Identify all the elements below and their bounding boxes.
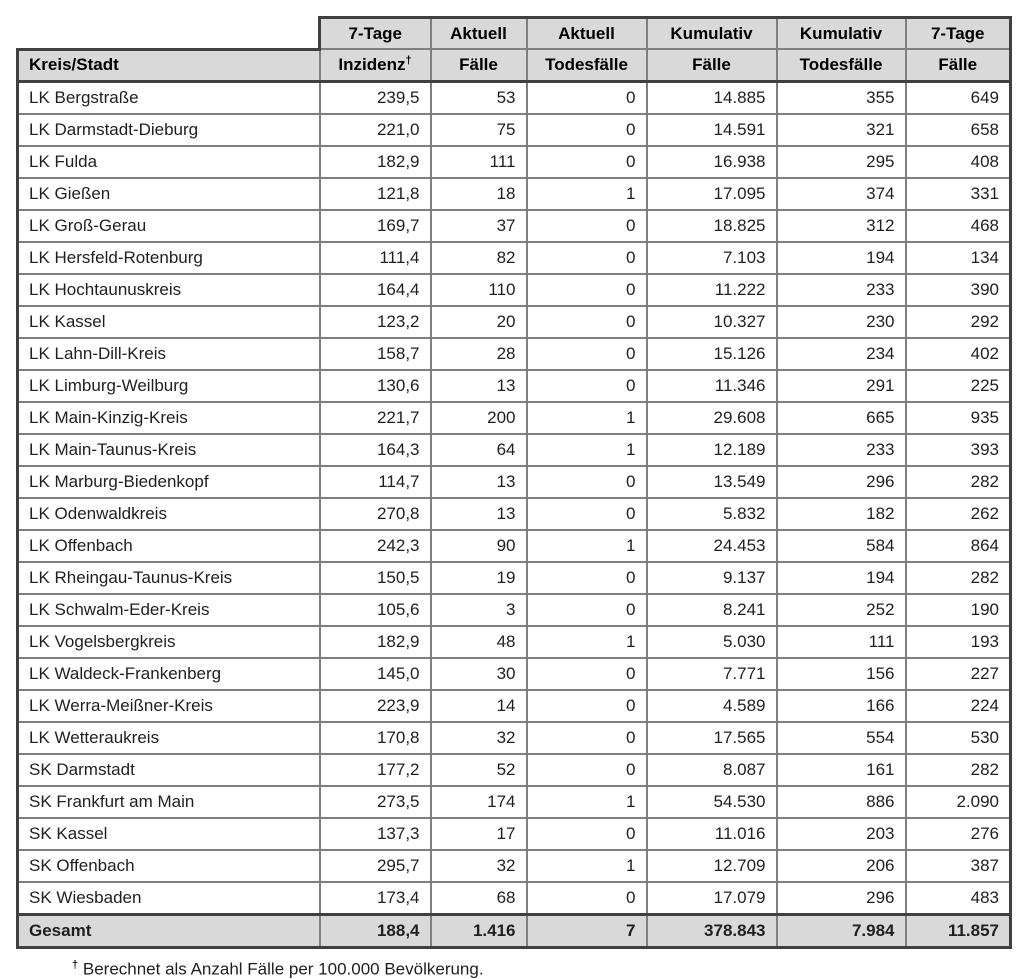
- value-cell: 14: [431, 690, 527, 722]
- region-cell: LK Limburg-Weilburg: [18, 370, 320, 402]
- region-cell: LK Odenwaldkreis: [18, 498, 320, 530]
- value-cell: 32: [431, 722, 527, 754]
- value-cell: 137,3: [320, 818, 431, 850]
- value-cell: 292: [906, 306, 1011, 338]
- value-cell: 16.938: [647, 146, 777, 178]
- value-cell: 296: [777, 466, 906, 498]
- value-cell: 64: [431, 434, 527, 466]
- value-cell: 7.103: [647, 242, 777, 274]
- value-cell: 1: [527, 786, 647, 818]
- value-cell: 11.346: [647, 370, 777, 402]
- value-cell: 164,3: [320, 434, 431, 466]
- value-cell: 8.087: [647, 754, 777, 786]
- table-row: [18, 81, 1011, 114]
- value-cell: 29.608: [647, 402, 777, 434]
- totals-inzidenz: 188,4: [320, 914, 431, 947]
- table-row: [18, 338, 1011, 370]
- value-cell: 402: [906, 338, 1011, 370]
- value-cell: 1: [527, 530, 647, 562]
- totals-row: [18, 914, 1011, 947]
- value-cell: 233: [777, 274, 906, 306]
- region-cell: LK Wetteraukreis: [18, 722, 320, 754]
- value-cell: 387: [906, 850, 1011, 882]
- value-cell: 194: [777, 242, 906, 274]
- value-cell: 665: [777, 402, 906, 434]
- col-header-aktuell-faelle: Fälle: [431, 49, 527, 81]
- value-cell: 242,3: [320, 530, 431, 562]
- value-cell: 170,8: [320, 722, 431, 754]
- value-cell: 554: [777, 722, 906, 754]
- value-cell: 295: [777, 146, 906, 178]
- value-cell: 321: [777, 114, 906, 146]
- value-cell: 0: [527, 562, 647, 594]
- value-cell: 68: [431, 882, 527, 915]
- region-cell: LK Gießen: [18, 178, 320, 210]
- footnote-text: Berechnet als Anzahl Fälle per 100.000 Bevölkerung.: [83, 959, 484, 978]
- table-row: [18, 850, 1011, 882]
- table-row: [18, 402, 1011, 434]
- table-row: [18, 754, 1011, 786]
- totals-label: Gesamt: [18, 914, 320, 947]
- value-cell: 130,6: [320, 370, 431, 402]
- value-cell: 886: [777, 786, 906, 818]
- value-cell: 13: [431, 498, 527, 530]
- value-cell: 530: [906, 722, 1011, 754]
- totals-kumulativ-faelle: 378.843: [647, 914, 777, 947]
- value-cell: 935: [906, 402, 1011, 434]
- value-cell: 15.126: [647, 338, 777, 370]
- value-cell: 13: [431, 370, 527, 402]
- value-cell: 164,4: [320, 274, 431, 306]
- table-row: [18, 306, 1011, 338]
- col-header-kumulativ-faelle: Fälle: [647, 49, 777, 81]
- value-cell: 468: [906, 210, 1011, 242]
- region-cell: SK Frankfurt am Main: [18, 786, 320, 818]
- value-cell: 0: [527, 274, 647, 306]
- table-row: [18, 722, 1011, 754]
- table-row: [18, 786, 1011, 818]
- value-cell: 177,2: [320, 754, 431, 786]
- value-cell: 0: [527, 81, 647, 114]
- value-cell: 0: [527, 754, 647, 786]
- value-cell: 0: [527, 306, 647, 338]
- value-cell: 169,7: [320, 210, 431, 242]
- region-cell: LK Vogelsbergkreis: [18, 626, 320, 658]
- value-cell: 2.090: [906, 786, 1011, 818]
- value-cell: 48: [431, 626, 527, 658]
- region-cell: LK Hersfeld-Rotenburg: [18, 242, 320, 274]
- value-cell: 1: [527, 434, 647, 466]
- value-cell: 225: [906, 370, 1011, 402]
- value-cell: 374: [777, 178, 906, 210]
- value-cell: 111,4: [320, 242, 431, 274]
- value-cell: 291: [777, 370, 906, 402]
- value-cell: 206: [777, 850, 906, 882]
- value-cell: 276: [906, 818, 1011, 850]
- table-row: [18, 530, 1011, 562]
- table-row: [18, 818, 1011, 850]
- value-cell: 355: [777, 81, 906, 114]
- value-cell: 1: [527, 178, 647, 210]
- value-cell: 17: [431, 818, 527, 850]
- value-cell: 3: [431, 594, 527, 626]
- value-cell: 0: [527, 818, 647, 850]
- header-sub-row: [18, 49, 1011, 81]
- region-cell: LK Bergstraße: [18, 81, 320, 114]
- value-cell: 0: [527, 498, 647, 530]
- value-cell: 0: [527, 722, 647, 754]
- value-cell: 10.327: [647, 306, 777, 338]
- value-cell: 0: [527, 114, 647, 146]
- value-cell: 230: [777, 306, 906, 338]
- value-cell: 121,8: [320, 178, 431, 210]
- value-cell: 221,0: [320, 114, 431, 146]
- value-cell: 239,5: [320, 81, 431, 114]
- value-cell: 8.241: [647, 594, 777, 626]
- value-cell: 156: [777, 658, 906, 690]
- value-cell: 273,5: [320, 786, 431, 818]
- value-cell: 82: [431, 242, 527, 274]
- col-header-7tage-faelle: Fälle: [906, 49, 1011, 81]
- table-row: [18, 274, 1011, 306]
- value-cell: 649: [906, 81, 1011, 114]
- table-row: [18, 466, 1011, 498]
- value-cell: 193: [906, 626, 1011, 658]
- value-cell: 1: [527, 626, 647, 658]
- value-cell: 312: [777, 210, 906, 242]
- value-cell: 0: [527, 370, 647, 402]
- region-cell: SK Wiesbaden: [18, 882, 320, 915]
- region-cell: LK Marburg-Biedenkopf: [18, 466, 320, 498]
- covid-statistics-table: [16, 16, 1012, 949]
- value-cell: 0: [527, 466, 647, 498]
- value-cell: 37: [431, 210, 527, 242]
- table-row: [18, 210, 1011, 242]
- value-cell: 5.832: [647, 498, 777, 530]
- table-row: [18, 242, 1011, 274]
- value-cell: 11.016: [647, 818, 777, 850]
- value-cell: 134: [906, 242, 1011, 274]
- col-group-kumulativ-faelle: Kumulativ: [647, 18, 777, 50]
- col-group-7tage: 7-Tage: [320, 18, 431, 50]
- value-cell: 173,4: [320, 882, 431, 915]
- value-cell: 24.453: [647, 530, 777, 562]
- totals-kumulativ-todesfaelle: 7.984: [777, 914, 906, 947]
- value-cell: 252: [777, 594, 906, 626]
- value-cell: 161: [777, 754, 906, 786]
- value-cell: 5.030: [647, 626, 777, 658]
- value-cell: 7.771: [647, 658, 777, 690]
- table-row: [18, 562, 1011, 594]
- table-row: [18, 658, 1011, 690]
- value-cell: 194: [777, 562, 906, 594]
- value-cell: 296: [777, 882, 906, 915]
- region-cell: LK Main-Kinzig-Kreis: [18, 402, 320, 434]
- value-cell: 14.885: [647, 81, 777, 114]
- value-cell: 18: [431, 178, 527, 210]
- value-cell: 166: [777, 690, 906, 722]
- region-cell: LK Rheingau-Taunus-Kreis: [18, 562, 320, 594]
- col-group-kumulativ-todesfaelle: Kumulativ: [777, 18, 906, 50]
- value-cell: 483: [906, 882, 1011, 915]
- value-cell: 262: [906, 498, 1011, 530]
- value-cell: 12.189: [647, 434, 777, 466]
- col-group-aktuell-faelle: Aktuell: [431, 18, 527, 50]
- footnote: [72, 959, 1024, 979]
- value-cell: 0: [527, 690, 647, 722]
- value-cell: 408: [906, 146, 1011, 178]
- value-cell: 282: [906, 466, 1011, 498]
- region-cell: LK Darmstadt-Dieburg: [18, 114, 320, 146]
- table-row: [18, 882, 1011, 915]
- value-cell: 227: [906, 658, 1011, 690]
- value-cell: 28: [431, 338, 527, 370]
- table-row: [18, 626, 1011, 658]
- value-cell: 182: [777, 498, 906, 530]
- value-cell: 174: [431, 786, 527, 818]
- value-cell: 390: [906, 274, 1011, 306]
- value-cell: 1: [527, 850, 647, 882]
- value-cell: 123,2: [320, 306, 431, 338]
- value-cell: 90: [431, 530, 527, 562]
- value-cell: 1: [527, 402, 647, 434]
- value-cell: 0: [527, 594, 647, 626]
- value-cell: 282: [906, 562, 1011, 594]
- region-cell: LK Kassel: [18, 306, 320, 338]
- value-cell: 270,8: [320, 498, 431, 530]
- region-cell: LK Hochtaunuskreis: [18, 274, 320, 306]
- value-cell: 52: [431, 754, 527, 786]
- value-cell: 233: [777, 434, 906, 466]
- value-cell: 331: [906, 178, 1011, 210]
- value-cell: 203: [777, 818, 906, 850]
- value-cell: 200: [431, 402, 527, 434]
- value-cell: 11.222: [647, 274, 777, 306]
- region-cell: SK Kassel: [18, 818, 320, 850]
- value-cell: 17.079: [647, 882, 777, 915]
- table-row: [18, 370, 1011, 402]
- region-cell: LK Waldeck-Frankenberg: [18, 658, 320, 690]
- value-cell: 0: [527, 658, 647, 690]
- value-cell: 282: [906, 754, 1011, 786]
- col-header-kumulativ-todesfaelle: Todesfälle: [777, 49, 906, 81]
- spacer-cell: [18, 18, 320, 50]
- dagger-mark: †: [405, 54, 411, 66]
- value-cell: 54.530: [647, 786, 777, 818]
- value-cell: 0: [527, 210, 647, 242]
- value-cell: 190: [906, 594, 1011, 626]
- value-cell: 158,7: [320, 338, 431, 370]
- totals-aktuell-todesfaelle: 7: [527, 914, 647, 947]
- table-row: [18, 594, 1011, 626]
- value-cell: 0: [527, 242, 647, 274]
- col-group-7tage-faelle: 7-Tage: [906, 18, 1011, 50]
- region-cell: LK Fulda: [18, 146, 320, 178]
- value-cell: 0: [527, 338, 647, 370]
- value-cell: 110: [431, 274, 527, 306]
- value-cell: 114,7: [320, 466, 431, 498]
- value-cell: 0: [527, 882, 647, 915]
- value-cell: 17.095: [647, 178, 777, 210]
- col-group-aktuell-todesfaelle: Aktuell: [527, 18, 647, 50]
- table-row: [18, 434, 1011, 466]
- value-cell: 17.565: [647, 722, 777, 754]
- col-header-inzidenz: [320, 49, 431, 81]
- value-cell: 224: [906, 690, 1011, 722]
- value-cell: 111: [777, 626, 906, 658]
- value-cell: 75: [431, 114, 527, 146]
- region-cell: LK Werra-Meißner-Kreis: [18, 690, 320, 722]
- totals-aktuell-faelle: 1.416: [431, 914, 527, 947]
- region-cell: LK Offenbach: [18, 530, 320, 562]
- value-cell: 4.589: [647, 690, 777, 722]
- value-cell: 14.591: [647, 114, 777, 146]
- region-cell: LK Main-Taunus-Kreis: [18, 434, 320, 466]
- value-cell: 182,9: [320, 146, 431, 178]
- value-cell: 111: [431, 146, 527, 178]
- value-cell: 145,0: [320, 658, 431, 690]
- col-header-aktuell-todesfaelle: Todesfälle: [527, 49, 647, 81]
- value-cell: 295,7: [320, 850, 431, 882]
- col-header-region: Kreis/Stadt: [18, 49, 320, 81]
- value-cell: 30: [431, 658, 527, 690]
- region-cell: SK Darmstadt: [18, 754, 320, 786]
- value-cell: 18.825: [647, 210, 777, 242]
- value-cell: 150,5: [320, 562, 431, 594]
- region-cell: LK Groß-Gerau: [18, 210, 320, 242]
- totals-section: [18, 914, 1011, 947]
- table-row: [18, 178, 1011, 210]
- footnote-dagger: †: [72, 959, 78, 971]
- value-cell: 53: [431, 81, 527, 114]
- value-cell: 658: [906, 114, 1011, 146]
- table-row: [18, 146, 1011, 178]
- header-group-row: [18, 18, 1011, 50]
- value-cell: 12.709: [647, 850, 777, 882]
- table-row: [18, 498, 1011, 530]
- value-cell: 13.549: [647, 466, 777, 498]
- region-cell: LK Lahn-Dill-Kreis: [18, 338, 320, 370]
- region-cell: LK Schwalm-Eder-Kreis: [18, 594, 320, 626]
- value-cell: 19: [431, 562, 527, 594]
- value-cell: 864: [906, 530, 1011, 562]
- value-cell: 393: [906, 434, 1011, 466]
- table-row: [18, 690, 1011, 722]
- inzidenz-label: Inzidenz: [338, 55, 405, 74]
- value-cell: 223,9: [320, 690, 431, 722]
- value-cell: 0: [527, 146, 647, 178]
- value-cell: 20: [431, 306, 527, 338]
- region-cell: SK Offenbach: [18, 850, 320, 882]
- table-body: [18, 81, 1011, 914]
- table-row: [18, 114, 1011, 146]
- value-cell: 105,6: [320, 594, 431, 626]
- value-cell: 9.137: [647, 562, 777, 594]
- value-cell: 584: [777, 530, 906, 562]
- totals-7tage-faelle: 11.857: [906, 914, 1011, 947]
- value-cell: 13: [431, 466, 527, 498]
- value-cell: 234: [777, 338, 906, 370]
- value-cell: 221,7: [320, 402, 431, 434]
- value-cell: 32: [431, 850, 527, 882]
- value-cell: 182,9: [320, 626, 431, 658]
